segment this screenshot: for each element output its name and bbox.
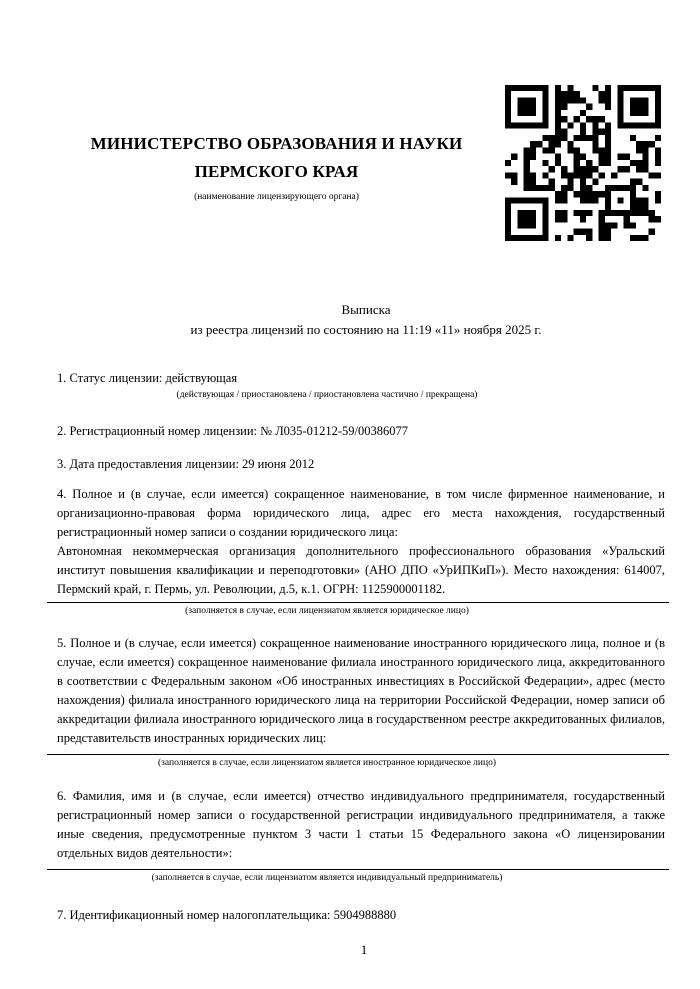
foreign-entity-caption: (заполняется в случае, если лицензиатом является иностранное юридическое лицо) bbox=[158, 758, 496, 768]
individual-entrepreneur-label: 6. Фамилия, имя и (в случае, если имеется) отчество индивидуального предпринимателя, государственный регистрационный номер записи о государственной регистрации индивидуального предпринимателя, а также иные сведения, предусмотренные пунктом 3 части 1 статьи 15 Федерального закона «О лицензировании отдельных видов деятельности»: bbox=[57, 789, 665, 860]
registration-number-text: 2. Регистрационный номер лицензии: № Л035-01212-59/00386077 bbox=[57, 424, 408, 438]
qr-code-icon bbox=[505, 85, 661, 241]
legal-entity-caption: (заполняется в случае, если лицензиатом является юридическое лицо) bbox=[185, 606, 469, 616]
licensing-authority-header bbox=[40, 130, 513, 203]
grant-date-text: 3. Дата предоставления лицензии: 29 июня 2012 bbox=[57, 457, 315, 471]
title-line2: из реестра лицензий по состоянию на 11:19 «11» ноября 2025 г. bbox=[190, 322, 542, 337]
ministry-name-line2: ПЕРМСКОГО КРАЯ bbox=[194, 162, 359, 181]
license-status-caption: (действующая / приостановлена / приостановлена частично / прекращена) bbox=[176, 390, 478, 400]
field-individual-entrepreneur bbox=[57, 787, 665, 884]
field-grant-date bbox=[57, 455, 665, 473]
inn-text: 7. Идентификационный номер налогоплательщика: 5904988880 bbox=[57, 908, 397, 922]
legal-entity-rule bbox=[47, 602, 669, 603]
page-number: 1 bbox=[360, 942, 368, 957]
foreign-entity-label: 5. Полное и (в случае, если имеется) сокращенное наименование иностранного юридического лица, полное и (в случае, если имеется) сокращенное наименование филиала иностранного юридического лица, аккредитованного в соответствии с Федеральным законом «Об иностранных инвестициях в Российской Федерации», адрес (место нахождения) филиала иностранного юридического лица на территории Российской Федерации, номер записи об аккредитации филиала иностранного юридического лица в государственном реестре аккредитованных филиалов, представительств иностранных юридических лиц: bbox=[57, 636, 665, 745]
document-title bbox=[62, 300, 670, 340]
ministry-name-line1: МИНИСТЕРСТВО ОБРАЗОВАНИЯ И НАУКИ bbox=[90, 134, 463, 153]
legal-entity-value: Автономная некоммерческая организация дополнительного профессионального образования «Уральский институт повышения квалификации и переподготовки» (АНО ДПО «УрИПКиП»). Место нахождения: 614007, Пермский край, г. Пермь, ул. Революции, д.5, к.1. ОГРН: 1125900001182. bbox=[57, 544, 665, 596]
foreign-entity-rule bbox=[47, 754, 669, 755]
document-body bbox=[57, 369, 665, 959]
license-status-text: 1. Статус лицензии: действующая bbox=[57, 371, 238, 385]
individual-entrepreneur-rule bbox=[47, 869, 669, 870]
field-registration-number bbox=[57, 422, 665, 440]
individual-entrepreneur-caption: (заполняется в случае, если лицензиатом является индивидуальный предприниматель) bbox=[151, 873, 503, 883]
field-license-status bbox=[57, 369, 665, 401]
legal-entity-label: 4. Полное и (в случае, если имеется) сокращенное наименование, в том числе фирменное наименование, и организационно-правовая форма юридического лица, адрес его места нахождения, государственный регистрационный номер записи о создании юридического лица: bbox=[57, 487, 665, 539]
field-foreign-entity bbox=[57, 634, 665, 769]
field-inn bbox=[57, 906, 665, 924]
title-line1: Выписка bbox=[341, 302, 391, 317]
field-legal-entity bbox=[57, 485, 665, 617]
authority-caption: (наименование лицензирующего органа) bbox=[194, 192, 359, 202]
